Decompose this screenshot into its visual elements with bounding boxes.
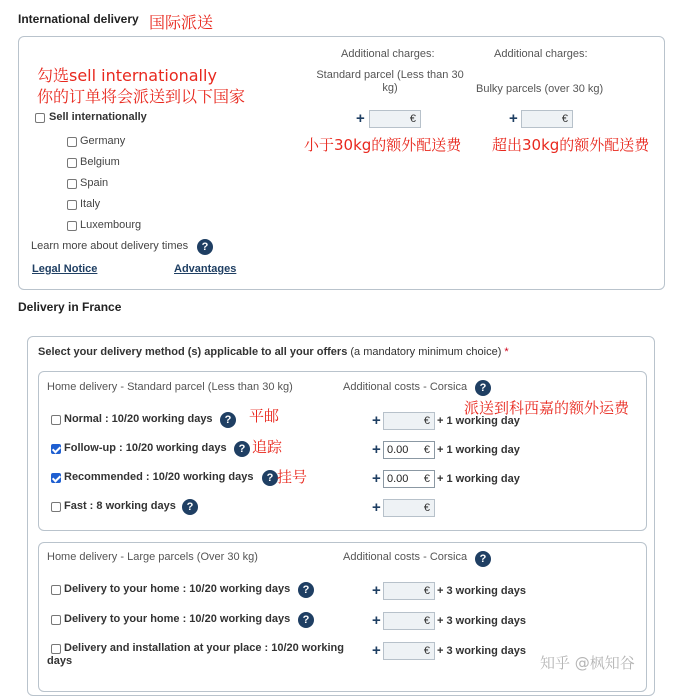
country-label-germany: Germany — [80, 135, 126, 147]
recommended-delivery-label: Recommended : 10/20 working days — [64, 471, 254, 483]
help-icon[interactable]: ? — [298, 612, 314, 628]
large-home-delivery-label-2: Delivery to your home : 10/20 working days — [64, 613, 291, 625]
large-parcel-header: Home delivery - Large parcels (Over 30 kg) — [47, 551, 258, 563]
country-checkbox-germany[interactable] — [67, 137, 77, 147]
plus-icon: + — [356, 110, 365, 127]
fast-delivery-label: Fast : 8 working days — [64, 500, 176, 512]
recommended-corsica-charge-value: 0.00 — [387, 473, 409, 485]
select-delivery-method-note: (a mandatory minimum choice) — [347, 346, 502, 358]
international-delivery-title: International delivery — [18, 12, 139, 26]
euro-icon: € — [409, 113, 416, 125]
bulky-additional-charges-header: Additional charges: — [494, 48, 588, 60]
sell-internationally-checkbox[interactable] — [35, 113, 45, 123]
watermark: 知乎 @枫知谷 — [540, 654, 635, 672]
sell-internationally-label: Sell internationally — [49, 111, 147, 123]
large-corsica-charge-input-1[interactable] — [383, 582, 435, 600]
plus-icon: + — [372, 470, 381, 487]
help-icon[interactable]: ? — [182, 499, 198, 515]
help-icon[interactable]: ? — [475, 380, 491, 396]
plus-icon: + — [372, 642, 381, 659]
help-icon[interactable]: ? — [298, 582, 314, 598]
delivery-in-france-title: Delivery in France — [18, 300, 122, 314]
std-charge-annotation: 小于30kg的额外配送费 — [304, 136, 462, 154]
euro-icon: € — [423, 502, 430, 514]
country-checkbox-italy[interactable] — [67, 200, 77, 210]
euro-icon: € — [423, 444, 430, 456]
std-additional-charges-header: Additional charges: — [341, 48, 435, 60]
normal-corsica-charge-input[interactable] — [383, 412, 435, 430]
select-delivery-method-bold: Select your delivery method (s) applicable to all your offers — [38, 346, 348, 358]
recommended-extra-days: + 1 working day — [437, 473, 520, 485]
country-label-luxembourg: Luxembourg — [80, 219, 142, 231]
large-home-delivery-checkbox-2[interactable] — [51, 615, 61, 625]
plus-icon: + — [509, 110, 518, 127]
large-corsica-charge-input-2[interactable] — [383, 612, 435, 630]
bulky-charge-annotation: 超出30kg的额外配送费 — [492, 136, 650, 154]
euro-icon: € — [423, 615, 430, 627]
recommended-corsica-charge-input[interactable] — [383, 470, 435, 488]
follow-up-extra-days: + 1 working day — [437, 444, 520, 456]
plus-icon: + — [372, 441, 381, 458]
country-label-belgium: Belgium — [80, 156, 120, 168]
euro-icon: € — [423, 585, 430, 597]
follow-up-delivery-label: Follow-up : 10/20 working days — [64, 442, 227, 454]
follow-up-delivery-checkbox[interactable] — [51, 444, 61, 454]
recommended-delivery-annotation: 挂号 — [277, 468, 308, 486]
euro-icon: € — [423, 473, 430, 485]
bulky-parcel-label: Bulky parcels (over 30 kg) — [476, 83, 604, 95]
sell-annotation-line1: 勾选sell internationally — [37, 66, 217, 85]
normal-delivery-checkbox[interactable] — [51, 415, 61, 425]
recommended-delivery-checkbox[interactable] — [51, 473, 61, 483]
follow-up-corsica-charge-input[interactable] — [383, 441, 435, 459]
learn-more-delivery-times: Learn more about delivery times — [31, 240, 189, 252]
large-corsica-charge-input-3[interactable] — [383, 642, 435, 660]
large-installation-label: Delivery and installation at your place : 10/20 working days — [47, 642, 344, 667]
large-home-delivery-label-1: Delivery to your home : 10/20 working days — [64, 583, 291, 595]
large-extra-days-3: + 3 working days — [437, 645, 526, 657]
euro-icon: € — [423, 415, 430, 427]
select-delivery-method-text — [38, 346, 509, 358]
std-parcel-charge-input[interactable] — [369, 110, 421, 128]
country-label-italy: Italy — [80, 198, 101, 210]
corsica-annotation: 派送到科西嘉的额外运费 — [464, 399, 630, 417]
follow-up-delivery-annotation: 追踪 — [252, 438, 283, 456]
country-checkbox-spain[interactable] — [67, 179, 77, 189]
normal-delivery-annotation: 平邮 — [249, 407, 280, 425]
international-delivery-annotation: 国际派送 — [149, 13, 214, 32]
help-icon[interactable]: ? — [220, 412, 236, 428]
plus-icon: + — [372, 412, 381, 429]
fast-corsica-charge-input[interactable] — [383, 499, 435, 517]
advantages-link[interactable]: Advantages — [174, 263, 237, 275]
standard-corsica-costs-header: Additional costs - Corsica — [343, 381, 468, 393]
legal-notice-link[interactable]: Legal Notice — [32, 263, 98, 275]
bulky-parcel-charge-input[interactable] — [521, 110, 573, 128]
standard-parcel-box — [38, 371, 647, 531]
std-parcel-label: Standard parcel (Less than 30 kg) — [316, 69, 464, 94]
euro-icon: € — [561, 113, 568, 125]
help-icon[interactable]: ? — [475, 551, 491, 567]
delivery-france-panel — [27, 336, 655, 696]
normal-delivery-label: Normal : 10/20 working days — [64, 413, 213, 425]
international-delivery-panel — [18, 36, 665, 290]
plus-icon: + — [372, 612, 381, 629]
large-extra-days-1: + 3 working days — [437, 585, 526, 597]
normal-extra-days: + 1 working day — [437, 415, 520, 427]
fast-delivery-checkbox[interactable] — [51, 502, 61, 512]
euro-icon: € — [423, 645, 430, 657]
help-icon[interactable]: ? — [197, 239, 213, 255]
large-home-delivery-checkbox-1[interactable] — [51, 585, 61, 595]
help-icon[interactable]: ? — [262, 470, 278, 486]
plus-icon: + — [372, 499, 381, 516]
standard-parcel-header: Home delivery - Standard parcel (Less than 30 kg) — [47, 381, 293, 393]
country-label-spain: Spain — [80, 177, 109, 189]
follow-up-corsica-charge-value: 0.00 — [387, 444, 409, 456]
country-checkbox-belgium[interactable] — [67, 158, 77, 168]
sell-annotation-line2: 你的订单将会派送到以下国家 — [37, 87, 246, 106]
large-extra-days-2: + 3 working days — [437, 615, 526, 627]
help-icon[interactable]: ? — [234, 441, 250, 457]
country-checkbox-luxembourg[interactable] — [67, 221, 77, 231]
large-corsica-costs-header: Additional costs - Corsica — [343, 551, 468, 563]
plus-icon: + — [372, 582, 381, 599]
required-mark: * — [501, 346, 509, 358]
